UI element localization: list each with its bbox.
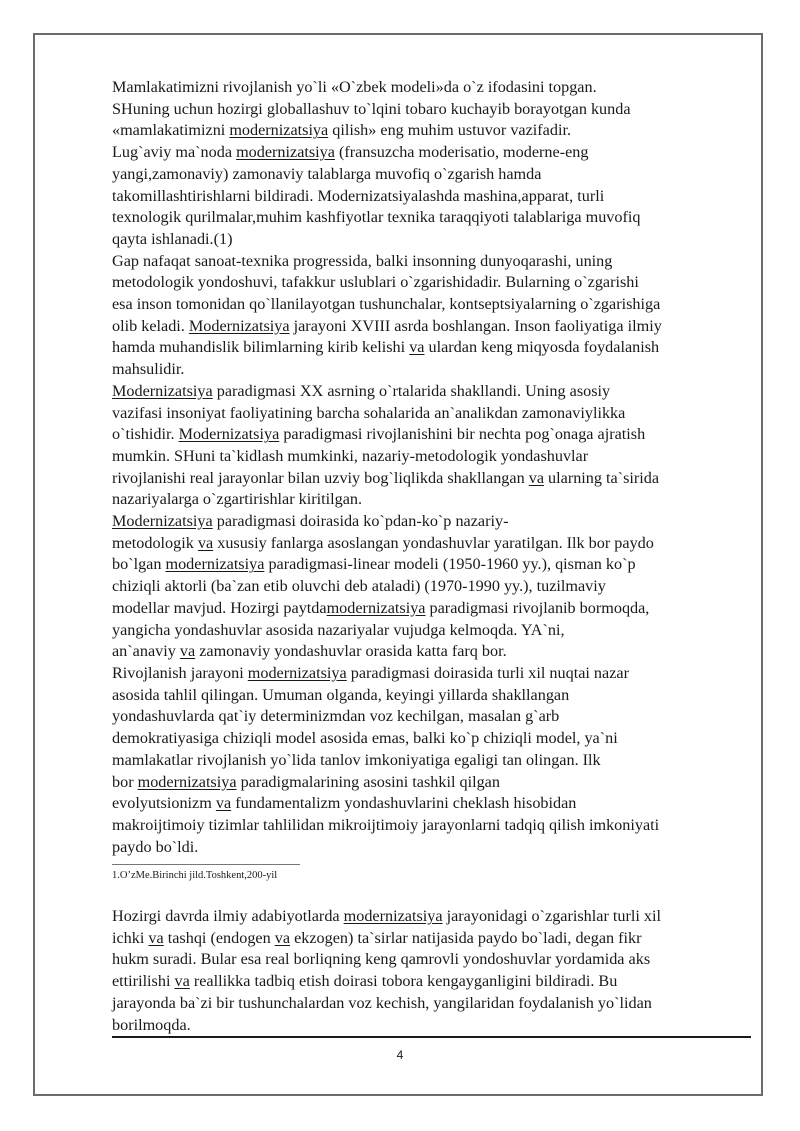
text-line [112,815,752,837]
text-segment: ettirilishi [112,972,175,991]
text-segment: jarayonidagi o`zgarishlar turli xil [442,907,662,925]
text-line [112,207,752,229]
hyperlink-term[interactable]: modernizatsiya [247,663,347,682]
text-line [112,949,752,971]
text-line [112,533,752,555]
text-line [112,229,752,251]
page-number: 4 [396,1048,404,1062]
text-segment: paradigmasi rivojlanishini bir nechta pog`onaga ajratish [279,425,646,444]
text-line [112,186,752,208]
text-line [112,294,752,316]
hyperlink-term[interactable]: modernizatsiya [343,907,443,925]
text-line [112,272,752,294]
text-segment: takomillashtirishlarni bildiradi. Modernizatsiyalashda mashina,apparat, turli [112,186,605,205]
text-segment: paradigmalarining asosini tashkil qilgan [236,772,500,791]
text-segment: rivojlanishi real jarayonlar bilan uzviy bog`liqlikda shakllangan [112,468,529,487]
text-segment: demokratiyasiga chiziqli model asosida emas, balki ko`p chiziqli model, ya`ni [112,729,618,748]
hyperlink-term[interactable]: modernizatsiya [137,772,237,791]
text-segment: jarayonda ba`zi bir tushunchalardan voz kechish, yangilaridan foydalanish yo`lidan [112,993,652,1012]
text-segment: qayta ishlanadi.(1) [112,229,233,248]
text-line [112,598,752,620]
text-segment: texnologik qurilmalar,muhim kashfiyotlar texnika taraqqiyoti talablariga muvofiq [112,208,641,227]
text-line [112,511,752,533]
text-segment: fundamentalizm yondashuvlarini cheklash hisobidan [231,794,577,813]
text-segment: olib keladi. [112,316,189,335]
hyperlink-term[interactable]: va [148,928,164,947]
text-segment: yangicha yondashuvlar asosida nazariyalar vujudga kelmoqda. YA`ni, [112,620,565,639]
hyperlink-term[interactable]: va [409,338,425,357]
text-line [112,993,752,1015]
text-line [112,337,752,359]
text-line [112,359,752,381]
text-segment: nazariyalarga o`zgartirishlar kiritilgan. [112,490,363,509]
text-segment: Mamlakatimizni rivojlanish yo`li «O`zbek modeli»da o`z ifodasini topgan. [112,78,597,96]
text-line [112,554,752,576]
hyperlink-term[interactable]: Modernizatsiya [112,381,213,400]
main-text [112,77,752,858]
text-line [112,772,752,794]
hyperlink-term[interactable]: Modernizatsiya [178,425,280,444]
text-line [112,576,752,598]
text-segment: reallikka tadbiq etish doirasi tobora kengayganligini bildiradi. Bu [189,972,618,991]
hyperlink-term[interactable]: Modernizatsiya [112,512,213,531]
text-line [112,381,752,403]
text-segment: Hozirgi davrda ilmiy adabiyotlarda [112,907,344,925]
text-line [112,403,752,425]
text-line [112,793,752,815]
text-segment: paradigmasi XX asrning o`rtalarida shakllandi. Uning asosiy [212,381,611,400]
text-segment: paradigmasi rivojlanib bormoqda, [425,598,650,617]
text-segment: zamonaviy yondashuvlar orasida katta farq bor. [195,642,507,661]
text-line [112,750,752,772]
hyperlink-term[interactable]: va [197,533,214,552]
text-segment: metodologik [112,533,198,552]
hyperlink-term[interactable]: va [179,642,196,661]
text-segment: an`anaviy [112,642,180,661]
text-segment: ichki [112,928,149,947]
text-segment: paradigmasi doirasida turli xil nuqtai nazar [346,663,629,682]
text-segment: qilish» eng muhim ustuvor vazifadir. [328,121,571,140]
hyperlink-term[interactable]: modernizatsiya [165,555,265,574]
text-line [112,728,752,750]
text-segment: chiziqli aktorli (ba`zan etib oluvchi deb ataladi) (1970-1990 yy.), tuzilmaviy [112,577,606,596]
text-line [112,971,752,993]
text-segment: SHuning uchun hozirgi globallashuv to`lqini tobaro kuchayib borayotgan kunda [112,99,631,118]
text-segment: asosida tahlil qilingan. Umuman olganda, keyingi yillarda shakllangan [112,685,570,704]
text-segment: Gap nafaqat sanoat-texnika progressida, balki insonning dunyoqarashi, uning [112,251,613,270]
text-line [112,99,752,121]
text-line [112,906,752,928]
text-segment: Lug`aviy ma`noda [112,143,237,162]
text-line [112,316,752,338]
text-segment: yangi,zamonaviy) zamonaviy talablarga muvofiq o`zgarish hamda [112,164,542,183]
text-segment: hukm suradi. Bular esa real borliqning keng qamrovli yondoshuvlar yordamida aks [112,950,651,969]
text-segment: borilmoqda. [112,1015,191,1034]
text-segment: (fransuzcha moderisatio, moderne-eng [334,143,589,162]
text-segment: ekzogen) ta`sirlar natijasida paydo bo`ladi, degan fikr [290,928,642,947]
text-segment: evolyutsionizm [112,794,216,813]
text-segment: makroijtimoiy tizimlar tahlilidan mikroijtimoiy jarayonlarni tadqiq qilish imkoniyati [112,815,660,834]
text-segment: o`tishidir. [112,425,179,444]
text-segment: bor [112,772,138,791]
text-segment: modellar mavjud. Hozirgi paytda [112,598,327,617]
hyperlink-term[interactable]: modernizatsiya [229,121,329,140]
hyperlink-term[interactable]: va [215,794,232,813]
text-line [112,928,752,950]
hyperlink-term[interactable]: va [274,928,291,947]
text-line [112,446,752,468]
text-line [112,685,752,707]
text-segment: mamlakatlar rivojlanish yo`lida tanlov imkoniyatiga egaligi tan olingan. Ilk [112,750,601,769]
text-line [112,837,752,859]
main-text-continued [112,906,752,1036]
text-line [112,424,752,446]
hyperlink-term[interactable]: va [528,468,544,487]
text-line [112,489,752,511]
text-line [112,1015,752,1037]
text-segment: ulardan keng miqyosda foydalanish [424,338,660,357]
text-segment: mahsulidir. [112,360,185,379]
footnote: 1.O’zMe.Birinchi jild.Toshkent,200-yil [112,870,278,881]
text-line [112,468,752,490]
text-segment: ularning ta`sirida [544,468,660,487]
text-segment: Rivojlanish jarayoni [112,663,248,682]
bottom-rule [112,1036,751,1038]
text-segment: bo`lgan [112,555,166,574]
text-segment: vazifasi insoniyat faoliyatining barcha sohalarida an`analikdan zamonaviylikka [112,403,626,422]
text-segment: jarayoni XVIII asrda boshlangan. Inson faoliyatiga ilmiy [289,316,662,335]
text-segment: tashqi (endogen [163,928,275,947]
text-segment: xususiy fanlarga asoslangan yondashuvlar yaratilgan. Ilk bor paydo [213,533,654,552]
text-line [112,706,752,728]
hyperlink-term[interactable]: va [174,972,190,991]
text-line [112,164,752,186]
text-line [112,641,752,663]
text-line [112,142,752,164]
text-segment: paydo bo`ldi. [112,837,199,856]
text-line [112,120,752,142]
text-segment: hamda muhandislik bilimlarning kirib kelishi [112,338,410,357]
text-segment: yondashuvlarda qat`iy determinizmdan voz kechilgan, masalan g`arb [112,707,560,726]
hyperlink-term[interactable]: modernizatsiya [236,143,335,162]
text-segment: «mamlakatimizni [112,121,230,140]
hyperlink-term[interactable]: Modernizatsiya [188,316,290,335]
text-line [112,663,752,685]
text-segment: paradigmasi-linear modeli (1950-1960 yy.), qisman ko`p [264,555,636,574]
text-segment: mumkin. SHuni ta`kidlash mumkinki, nazariy-metodologik yondashuvlar [112,446,589,465]
text-line [112,77,752,99]
text-line [112,251,752,273]
text-line [112,620,752,642]
hyperlink-term[interactable]: modernizatsiya [326,598,426,617]
text-segment: metodologik yondoshuvi, tafakkur uslublari o`zgarishidadir. Bularning o`zgarishi [112,273,639,292]
footnote-rule [112,864,300,865]
text-segment: paradigmasi doirasida ko`pdan-ko`p nazariy- [212,512,509,531]
text-segment: esa inson tomonidan qo`llanilayotgan tushunchalar, kontseptsiyalarning o`zgarishiga [112,295,661,314]
